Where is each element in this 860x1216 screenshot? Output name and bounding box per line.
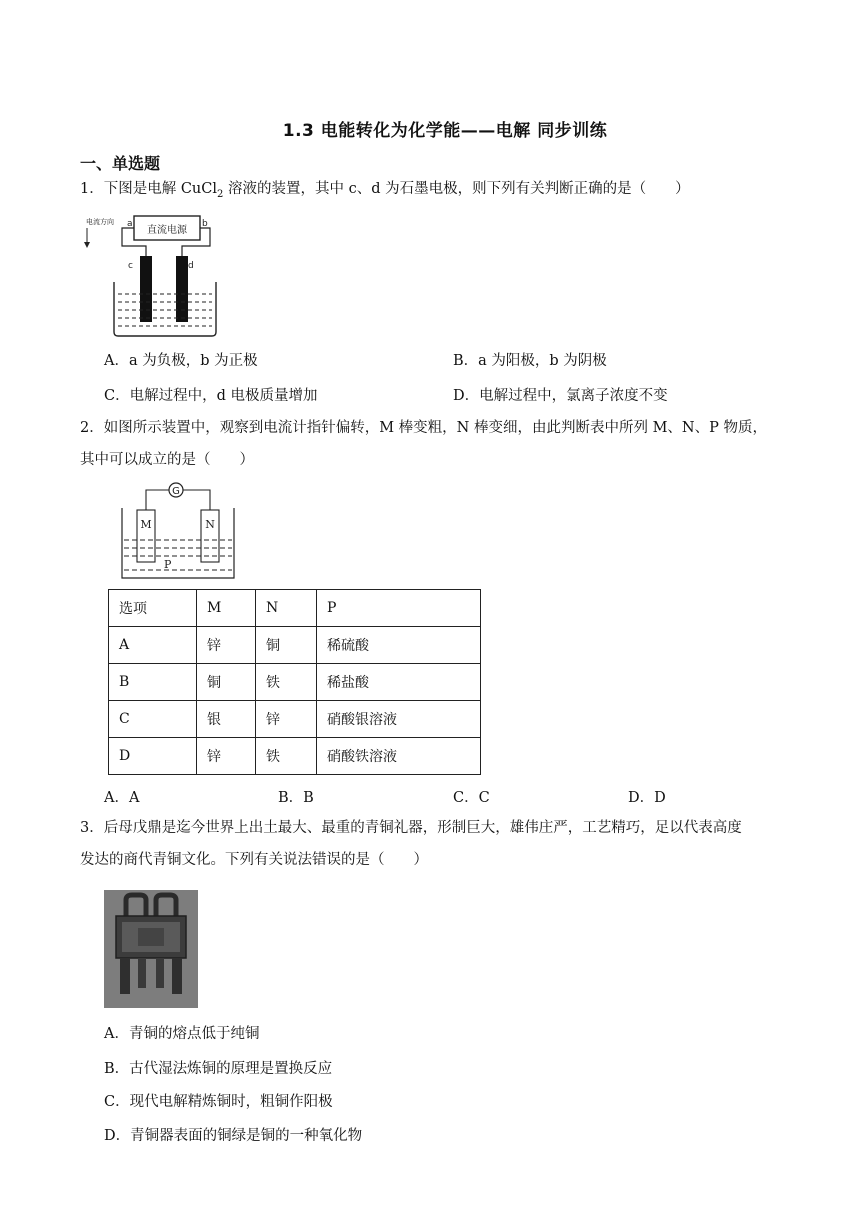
q2-options-table xyxy=(108,589,481,775)
q3-option-c[interactable]: C．现代电解精炼铜时，粗铜作阳极 xyxy=(104,1094,333,1110)
table-cell: C xyxy=(109,701,197,738)
q2-option-d[interactable]: D．D xyxy=(628,790,666,806)
q1-option-a[interactable]: A．a 为负极，b 为正极 xyxy=(104,353,258,369)
q3-option-d[interactable]: D．青铜器表面的铜绿是铜的一种氧化物 xyxy=(104,1128,363,1144)
table-cell: 锌 xyxy=(256,701,317,738)
table-cell: 银 xyxy=(197,701,256,738)
electrolyte-p-label: P xyxy=(164,558,172,571)
table-cell: 硝酸银溶液 xyxy=(317,701,481,738)
table-cell: 稀硫酸 xyxy=(317,627,481,664)
electrode-c-label: c xyxy=(128,261,133,271)
table-cell: 铜 xyxy=(256,627,317,664)
galvanometer-label: G xyxy=(172,486,180,497)
q2-option-a[interactable]: A．A xyxy=(104,790,140,806)
galvanic-cell-diagram xyxy=(118,480,240,584)
table-cell: 铁 xyxy=(256,738,317,775)
table-header-cell: P xyxy=(317,590,481,627)
electrolysis-cell-diagram xyxy=(84,212,224,340)
current-direction-label: 电流方向 xyxy=(86,218,114,226)
table-header-cell: 选项 xyxy=(109,590,197,627)
question-2-stem: 2．如图所示装置中，观察到电流计指针偏转，M 棒变粗，N 棒变细，由此判断表中所列 M、N、P 物质， 其中可以成立的是（ ） xyxy=(80,420,767,468)
q3-option-b[interactable]: B．古代湿法炼铜的原理是置换反应 xyxy=(104,1061,333,1077)
terminal-a-label: a xyxy=(127,219,133,229)
q1-option-c[interactable]: C．电解过程中，d 电极质量增加 xyxy=(104,388,318,404)
q3-option-a[interactable]: A．青铜的熔点低于纯铜 xyxy=(104,1026,260,1042)
table-cell: 锌 xyxy=(197,627,256,664)
table-row xyxy=(109,664,481,701)
electrode-m-label: M xyxy=(140,518,152,531)
table-row xyxy=(109,738,481,775)
table-header-row xyxy=(109,590,481,627)
electrode-d-label: d xyxy=(188,261,194,271)
terminal-b-label: b xyxy=(202,219,208,229)
table-cell: 铜 xyxy=(197,664,256,701)
table-cell: 稀盐酸 xyxy=(317,664,481,701)
page-title: 1.3 电能转化为化学能——电解 同步训练 xyxy=(282,121,608,141)
table-header-cell: M xyxy=(197,590,256,627)
power-supply-label: 直流电源 xyxy=(147,225,187,236)
table-header-cell: N xyxy=(256,590,317,627)
section-heading: 一、单选题 xyxy=(80,154,161,173)
table-cell: A xyxy=(109,627,197,664)
question-3-stem: 3．后母戊鼎是迄今世界上出土最大、最重的青铜礼器，形制巨大，雄伟庄严，工艺精巧，足以代表高度 发达的商代青铜文化。下列有关说法错误的是（ ） xyxy=(80,820,742,868)
table-cell: 锌 xyxy=(197,738,256,775)
q2-option-b[interactable]: B．B xyxy=(278,790,314,806)
q1-option-b[interactable]: B．a 为阳极，b 为阴极 xyxy=(453,353,607,369)
table-row xyxy=(109,701,481,738)
question-1-stem: 1．下图是电解 CuCl$_2$ 溶液的装置，其中 c、d 为石墨电极，则下列有关判断正确的是（ ） xyxy=(80,181,690,200)
table-cell: B xyxy=(109,664,197,701)
q2-option-c[interactable]: C．C xyxy=(453,790,490,806)
q1-option-d[interactable]: D．电解过程中，氯离子浓度不变 xyxy=(453,388,668,404)
table-row xyxy=(109,627,481,664)
bronze-ding-photo xyxy=(104,890,198,1008)
table-cell: D xyxy=(109,738,197,775)
electrode-n-label: N xyxy=(205,518,215,531)
table-cell: 铁 xyxy=(256,664,317,701)
table-cell: 硝酸铁溶液 xyxy=(317,738,481,775)
